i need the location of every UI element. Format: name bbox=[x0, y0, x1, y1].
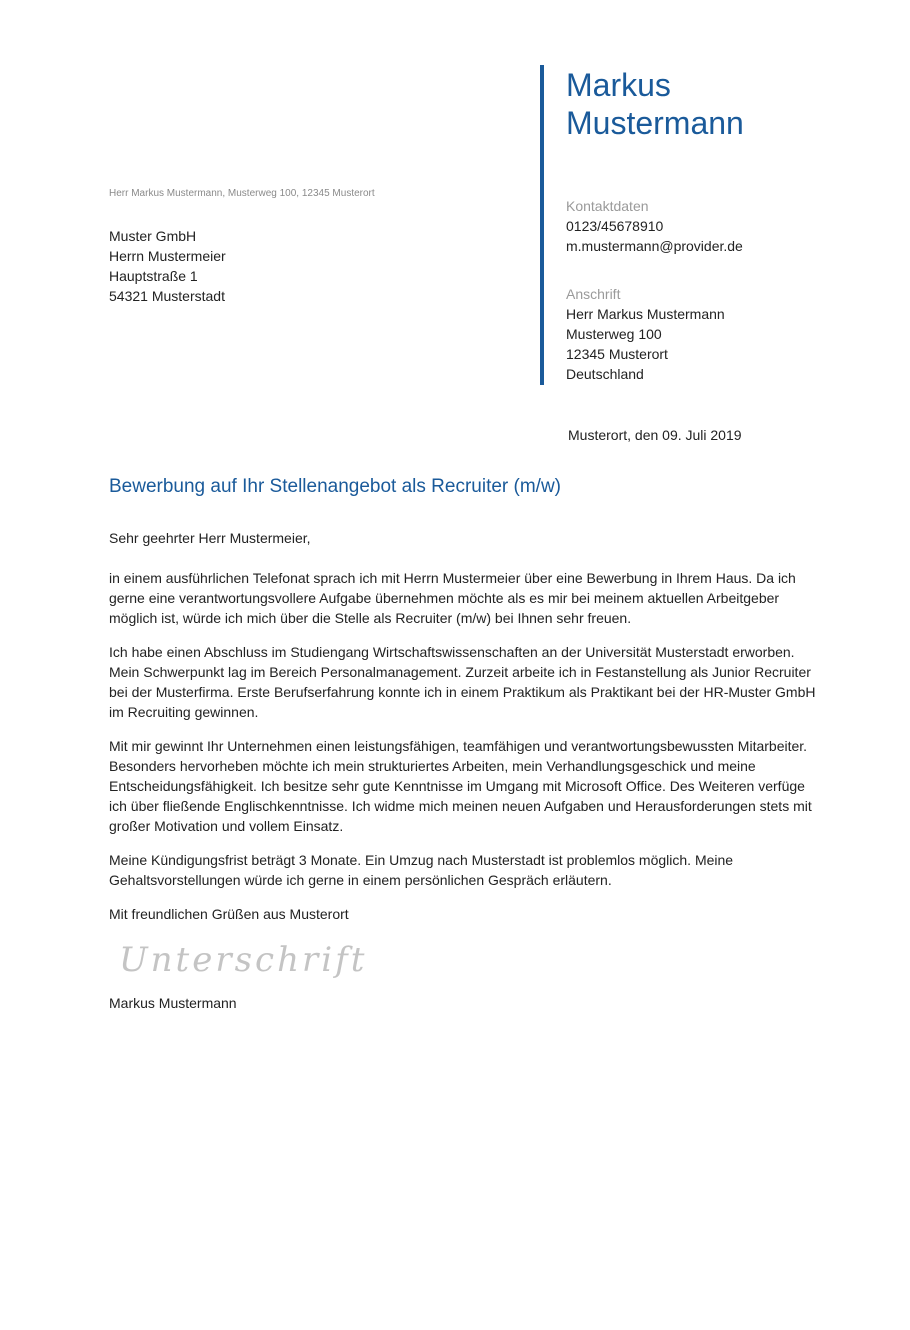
address-section bbox=[566, 284, 725, 384]
recipient-line: 54321 Musterstadt bbox=[109, 288, 225, 304]
signature-placeholder: Unterschrift bbox=[119, 940, 368, 980]
return-address-line: Herr Markus Mustermann, Musterweg 100, 12345 Musterort bbox=[109, 188, 375, 199]
contact-email: m.mustermann@provider.de bbox=[566, 238, 743, 254]
recipient-line: Herrn Mustermeier bbox=[109, 248, 226, 264]
body-paragraph: Mit mir gewinnt Ihr Unternehmen einen leistungsfähigen, teamfähigen und verantwortungsbewussten Mitarbeiter. Besonders hervorheben möchte ich mein strukturiertes Arbeiten, mein Verhandlungsgeschick und meine Entscheidungsfähigkeit. Ich besitze sehr gute Kenntnisse im Umgang mit Microsoft Office. Des Weiteren verfüge ich über fließende Englischkenntnisse. Ich widme mich meinen neuen Aufgaben und Herausforderungen stets mit großer Motivation und vollem Einsatz. bbox=[109, 738, 812, 834]
sender-first-name: Markus bbox=[566, 67, 671, 103]
body-paragraph: Ich habe einen Abschluss im Studiengang Wirtschaftswissenschaften an der Universität Musterstadt erworben. Mein Schwerpunkt lag im Bereich Personalmanagement. Zurzeit arbeite ich in Festanstellung als Junior Recruiter bei der Musterfirma. Erste Berufserfahrung konnte ich in einem Praktikum als Praktikant bei der HR-Muster GmbH im Recruiting gewinnen. bbox=[109, 644, 816, 720]
recipient-line: Muster GmbH bbox=[109, 228, 197, 244]
recipient-line: Hauptstraße 1 bbox=[109, 268, 198, 284]
body-paragraph: Meine Kündigungsfrist beträgt 3 Monate. Ein Umzug nach Musterstadt ist problemlos möglich. Meine Gehaltsvorstellungen würde ich gerne in einem persönlichen Gespräch erläutern. bbox=[109, 852, 734, 888]
address-line: Deutschland bbox=[566, 366, 644, 382]
closing-line: Mit freundlichen Grüßen aus Musterort bbox=[109, 906, 349, 922]
address-heading: Anschrift bbox=[566, 286, 621, 302]
contact-section bbox=[566, 196, 743, 256]
salutation: Sehr geehrter Herr Mustermeier, bbox=[109, 530, 311, 546]
body-paragraph: in einem ausführlichen Telefonat sprach ich mit Herrn Mustermeier über eine Bewerbung in Ihrem Haus. Da ich gerne eine verantwortungsvollere Aufgabe übernehmen möchte als es mir bei meinem aktuellen Arbeitgeber möglich ist, würde ich mich über die Stelle als Recruiter (m/w) bei Ihnen sehr freuen. bbox=[109, 570, 796, 626]
contact-phone: 0123/45678910 bbox=[566, 218, 664, 234]
contact-heading: Kontaktdaten bbox=[566, 198, 649, 214]
recipient-address bbox=[109, 226, 226, 306]
address-line: Musterweg 100 bbox=[566, 326, 662, 342]
sender-last-name: Mustermann bbox=[566, 105, 744, 141]
sender-name bbox=[566, 66, 744, 142]
date-line: Musterort, den 09. Juli 2019 bbox=[568, 427, 742, 443]
address-line: Herr Markus Mustermann bbox=[566, 306, 725, 322]
signer-name: Markus Mustermann bbox=[109, 995, 237, 1011]
letter-body bbox=[109, 528, 825, 924]
subject-line: Bewerbung auf Ihr Stellenangebot als Recruiter (m/w) bbox=[109, 476, 562, 497]
address-line: 12345 Musterort bbox=[566, 346, 668, 362]
accent-bar bbox=[540, 65, 544, 385]
